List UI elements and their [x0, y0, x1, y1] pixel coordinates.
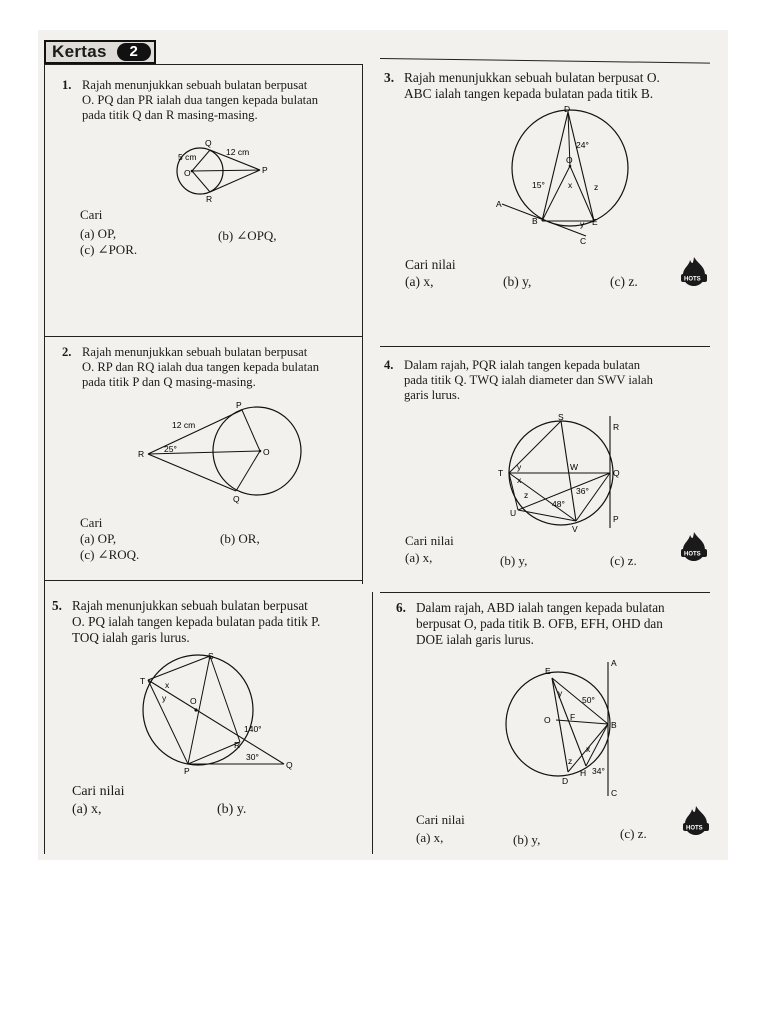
- label-o: O: [263, 447, 270, 457]
- label-f: F: [570, 712, 576, 722]
- q3-cari: [405, 257, 456, 272]
- line-ofb: [556, 720, 608, 724]
- label-y: y: [580, 219, 585, 229]
- angle-48: 48°: [552, 499, 565, 509]
- label-r: R: [234, 740, 241, 750]
- angle-34: 34°: [592, 766, 605, 776]
- paper-header: [44, 40, 156, 64]
- label-x: x: [586, 744, 591, 754]
- part-b: (b) y.: [217, 802, 247, 817]
- tangent-pr: [210, 170, 260, 192]
- q3-parts: [405, 274, 705, 294]
- angle-140: 140°: [244, 724, 262, 734]
- chord-ts: [148, 656, 210, 680]
- label-x: x: [517, 475, 522, 485]
- hots-icon: [678, 530, 710, 562]
- center-dot: [259, 450, 262, 453]
- label-q: Q: [286, 760, 293, 770]
- cari-label: Cari nilai: [405, 533, 454, 548]
- q1-cari: [80, 207, 102, 222]
- part-b: (b) ∠OPQ,: [218, 228, 277, 243]
- part-c: (c) ∠ROQ.: [80, 547, 140, 562]
- cari-label: Cari: [80, 207, 103, 222]
- part-b: (b) OR,: [220, 531, 260, 546]
- part-a: (a) OP,: [80, 226, 117, 241]
- label-t: T: [498, 468, 504, 478]
- part-b: (b) y,: [503, 274, 532, 289]
- center-dot: [194, 708, 197, 711]
- question-number: 2.: [62, 345, 72, 359]
- label-r: R: [613, 422, 620, 432]
- angle-36: 36°: [576, 486, 589, 496]
- radius-ob: [542, 166, 570, 221]
- label-e: E: [592, 217, 598, 227]
- part-a: (a) x,: [405, 274, 434, 289]
- label-c: C: [580, 236, 587, 246]
- hots-label: HOTS: [684, 551, 701, 558]
- label-z: z: [568, 756, 573, 766]
- divider-center: [362, 64, 363, 584]
- circle: [512, 110, 628, 226]
- label-e: E: [545, 666, 551, 676]
- label-t: T: [140, 676, 146, 686]
- label-o: O: [544, 715, 551, 725]
- measure-12cm: 12 cm: [172, 420, 196, 430]
- label-q: Q: [613, 468, 620, 478]
- segment-op: [192, 170, 260, 171]
- part-c: (c) z.: [610, 553, 637, 568]
- question-text-line: pada titik Q dan R masing-masing.: [82, 108, 258, 122]
- question-number: 4.: [384, 358, 394, 372]
- question-text-line: pada titik P dan Q masing-masing.: [82, 375, 256, 389]
- part-a: (a) x,: [416, 830, 444, 845]
- angle-15: 15°: [532, 180, 545, 190]
- question-text-line: pada titik Q. TWQ ialah diameter dan SWV ialah: [404, 373, 653, 387]
- divider-low-left: [44, 580, 362, 581]
- q1-parts: [80, 226, 340, 266]
- part-b: (b) y,: [500, 553, 528, 568]
- question-text-line: berpusat O, pada titik B. OFB, EFH, OHD dan: [416, 616, 663, 631]
- question-text-line: ABC ialah tangen kepada bulatan pada titik B.: [404, 86, 654, 101]
- label-q: Q: [233, 494, 240, 504]
- figure-q6: [500, 656, 630, 800]
- hots-icon: [680, 804, 712, 836]
- angle-30: 30°: [246, 752, 259, 762]
- question-text-line: Rajah menunjukkan sebuah bulatan berpusat: [72, 598, 308, 613]
- radius-oe: [570, 166, 594, 221]
- part-c: (c) z.: [620, 826, 647, 841]
- label-o: O: [184, 168, 191, 178]
- part-a: (a) x,: [405, 550, 433, 565]
- q2-parts: [80, 531, 340, 571]
- q2-cari: [80, 515, 102, 530]
- tangent-rq: [148, 454, 236, 491]
- part-a: (a) OP,: [80, 531, 117, 546]
- divider-low-right: [380, 592, 710, 593]
- hots-icon: [678, 255, 710, 287]
- cari-label: Cari: [80, 515, 103, 530]
- cari-label: Cari nilai: [72, 784, 125, 799]
- label-c: C: [611, 788, 618, 798]
- measure-5cm: 5 cm: [178, 152, 197, 162]
- question-text-line: O. PQ ialah tangen kepada bulatan pada titik P.: [72, 614, 321, 629]
- label-p: P: [184, 766, 190, 776]
- label-r: R: [138, 449, 145, 459]
- chord-de: [568, 112, 594, 221]
- question-text-line: TOQ ialah garis lurus.: [72, 630, 190, 645]
- q5-cari: [72, 784, 125, 799]
- label-d: D: [562, 776, 569, 786]
- header-label: Kertas: [52, 42, 107, 61]
- label-d: D: [564, 104, 571, 114]
- label-v: V: [572, 524, 578, 534]
- question-text-line: garis lurus.: [404, 388, 460, 402]
- question-number: 1.: [62, 78, 72, 92]
- tangent-rp: [148, 410, 242, 454]
- question-text-line: Rajah menunjukkan sebuah bulatan berpusat: [82, 78, 308, 92]
- cari-label: Cari nilai: [416, 812, 465, 827]
- label-h: H: [580, 768, 587, 778]
- chord-sp: [188, 656, 210, 764]
- divider-top-left: [44, 64, 362, 65]
- question-number: 6.: [396, 600, 406, 615]
- q4-parts: [405, 550, 705, 570]
- question-text-line: DOE ialah garis lurus.: [416, 632, 534, 647]
- question-text-line: Dalam rajah, ABD ialah tangen kepada bulatan: [416, 600, 665, 615]
- label-o: O: [190, 696, 197, 706]
- radius-oq: [236, 451, 260, 491]
- label-y: y: [517, 462, 522, 472]
- label-x: x: [568, 180, 573, 190]
- part-b: (b) y,: [513, 832, 541, 847]
- angle-50: 50°: [582, 695, 595, 705]
- divider-left-edge: [44, 64, 45, 854]
- question-text-line: O. PQ dan PR ialah dua tangen kepada bulatan: [82, 93, 319, 107]
- label-u: U: [510, 508, 517, 518]
- divider-mid-left: [44, 336, 362, 337]
- label-p: P: [236, 400, 242, 410]
- label-q: Q: [205, 138, 212, 148]
- label-z: z: [594, 182, 599, 192]
- label-w: W: [570, 462, 579, 472]
- label-x: x: [165, 680, 170, 690]
- figure-q3: [492, 104, 640, 248]
- chord-uv: [518, 510, 576, 521]
- question-text-line: Rajah menunjukkan sebuah bulatan berpusat: [82, 345, 308, 359]
- radius-or: [192, 171, 210, 192]
- label-p: P: [262, 165, 268, 175]
- label-y: y: [558, 688, 563, 698]
- label-a: A: [611, 658, 617, 668]
- label-p: P: [613, 514, 619, 524]
- angle-24: 24°: [576, 140, 589, 150]
- figure-q5: [138, 650, 296, 776]
- question-number: 3.: [384, 70, 395, 85]
- hots-label: HOTS: [686, 825, 703, 832]
- label-y: y: [162, 693, 167, 703]
- angle-25: 25°: [164, 444, 177, 454]
- measure-12cm: 12 cm: [226, 147, 250, 157]
- label-a: A: [496, 199, 502, 209]
- label-z: z: [524, 490, 529, 500]
- divider-mid-right: [380, 346, 710, 347]
- divider-center-low: [372, 592, 373, 854]
- question-number: 5.: [52, 598, 62, 613]
- label-b: B: [611, 720, 617, 730]
- q5-parts: [72, 802, 352, 822]
- figure-q2: [136, 398, 308, 508]
- part-c: (c) ∠POR.: [80, 242, 138, 257]
- q6-cari: [416, 812, 465, 827]
- radius-op: [242, 410, 260, 451]
- header-number-badge: 2: [117, 43, 151, 61]
- part-c: (c) z.: [610, 274, 638, 289]
- label-r: R: [206, 194, 213, 204]
- tangent-abc: [502, 204, 586, 236]
- label-s: S: [558, 412, 564, 422]
- label-b: B: [532, 216, 538, 226]
- question-text-line: Dalam rajah, PQR ialah tangen kepada bulatan: [404, 358, 641, 372]
- hots-label: HOTS: [684, 276, 701, 283]
- q4-cari: [405, 533, 454, 548]
- figure-q4: [486, 410, 626, 540]
- chord-sr: [210, 656, 240, 742]
- part-a: (a) x,: [72, 802, 102, 817]
- figure-q1: [170, 138, 280, 206]
- label-o: O: [566, 155, 573, 165]
- question-text-line: O. RP dan RQ ialah dua tangen kepada bulatan: [82, 360, 319, 374]
- question-text-line: Rajah menunjukkan sebuah bulatan berpusat O.: [404, 70, 660, 85]
- center-dot: [569, 165, 572, 168]
- center-dot: [191, 170, 194, 173]
- label-s: S: [208, 651, 214, 661]
- chord-db: [542, 112, 568, 221]
- cari-label: Cari nilai: [405, 257, 456, 272]
